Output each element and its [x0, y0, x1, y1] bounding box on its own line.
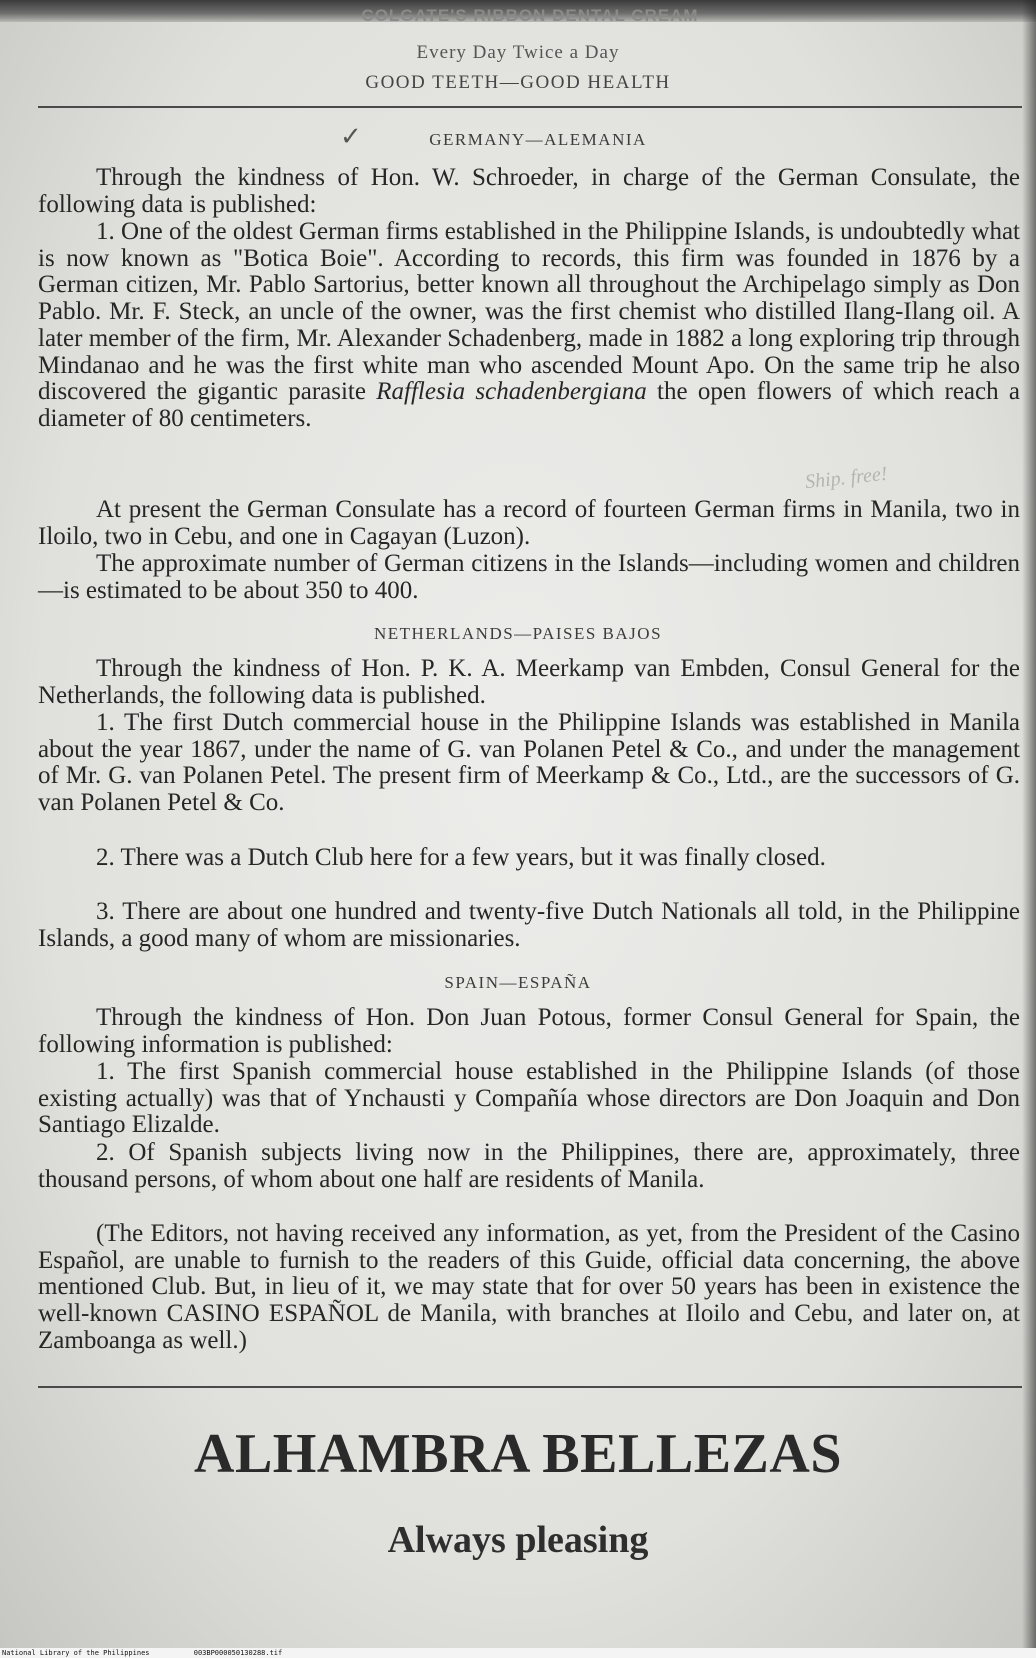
spain-editors-note: (The Editors, not having received any information, as yet, from the President of the Casino Español, are unable to furnish to the readers of this Guide, official data concerning, the above mentioned Club. But, in lieu of it, we may state that for over 50 years has been in existence the well-known CASINO ESPAÑOL de Manila, with branches at Iloilo and Cebu, and later on, at Zamboanga as well.)	[38, 1220, 1020, 1354]
ad-title: ALHAMBRA BELLEZAS	[194, 1423, 842, 1485]
top-banner	[0, 0, 1036, 22]
netherlands-item-3: 3. There are about one hundred and twenty-five Dutch Nationals all told, in the Philippine Islands, a good many of whom are missionaries.	[38, 898, 1020, 952]
banner-text: COLGATE'S RIBBON DENTAL CREAM	[361, 6, 699, 22]
section-title-germany: GERMANY—ALEMANIA	[429, 130, 647, 149]
header-slogan: Every Day Twice a Day	[416, 42, 620, 63]
spain-item-2: 2. Of Spanish subjects living now in the Philippines, there are, approximately, three thousand persons, of whom about one half are residents of Manila.	[38, 1139, 1020, 1193]
header-tagline: GOOD TEETH—GOOD HEALTH	[365, 72, 671, 93]
section-title-spain: SPAIN—ESPAÑA	[444, 973, 592, 992]
footer-file-id: 003BP000050130288.tif	[193, 1649, 283, 1657]
scan-footer	[0, 1648, 1036, 1658]
germany-item-1	[38, 219, 1020, 433]
germany-firms: At present the German Consulate has a record of fourteen German firms in Manila, two in Iloilo, two in Cebu, and one in Cagayan (Luzon).	[38, 496, 1020, 550]
handwritten-margin-note: Ship. free!	[804, 462, 889, 494]
netherlands-item-2: 2. There was a Dutch Club here for a few years, but it was finally closed.	[96, 844, 826, 871]
species-name: Rafflesia schadenbergiana	[376, 378, 647, 406]
ad-rule	[38, 1386, 1022, 1388]
page-edge-shadow	[1022, 0, 1036, 1648]
ad-subtitle: Always pleasing	[387, 1519, 649, 1561]
section-title-netherlands: NETHERLANDS—PAISES BAJOS	[373, 624, 663, 643]
germany-citizens: The approximate number of German citizens in the Islands—including women and children—is estimated to be about 350 to 400.	[38, 550, 1020, 604]
germany-item-1-text: 1. One of the oldest German firms established in the Philippine Islands, is undoubtedly what is now known as "Botica Boie". According to records, this firm was founded in 1876 by a German citizen, Mr. Pablo Sartorius, better known all throughout the Archipelago simply as Don Pablo. Mr. F. Steck, an uncle of the owner, was the first chemist who distilled Ilang-Ilang oil. A later member of the firm, Mr. Alexander Schadenberg, made in 1882 a long exploring trip through Mindanao and he was the first white man who ascended Mount Apo. On the same trip he also discovered the gigantic parasite	[38, 218, 1020, 406]
footer-source: National Library of the Philippines	[2, 1649, 150, 1657]
netherlands-item-1: 1. The first Dutch commercial house in the Philippine Islands was established in Manila about the year 1867, under the name of G. van Polanen Petel & Co., and under the management of Mr. G. van Polanen Petel. The present firm of Meerkamp & Co., Ltd., are the successors of G. van Polanen Petel & Co.	[38, 709, 1020, 817]
spain-item-1: 1. The first Spanish commercial house established in the Philippine Islands (of those existing actually) was that of Ynchausti y Compañía whose directors are Don Joaquin and Don Santiago Elizalde.	[38, 1058, 1020, 1139]
netherlands-intro: Through the kindness of Hon. P. K. A. Meerkamp van Embden, Consul General for the Netherlands, the following data is published.	[38, 655, 1020, 709]
germany-intro: Through the kindness of Hon. W. Schroeder, in charge of the German Consulate, the following data is published:	[38, 164, 1020, 218]
spain-intro: Through the kindness of Hon. Don Juan Potous, former Consul General for Spain, the following information is published:	[38, 1004, 1020, 1058]
header-rule	[38, 106, 1022, 108]
check-mark-icon: ✓	[340, 122, 362, 152]
germany-item-1-end: the open flowers of which reach a diameter of 80 centimeters.	[38, 378, 1020, 432]
